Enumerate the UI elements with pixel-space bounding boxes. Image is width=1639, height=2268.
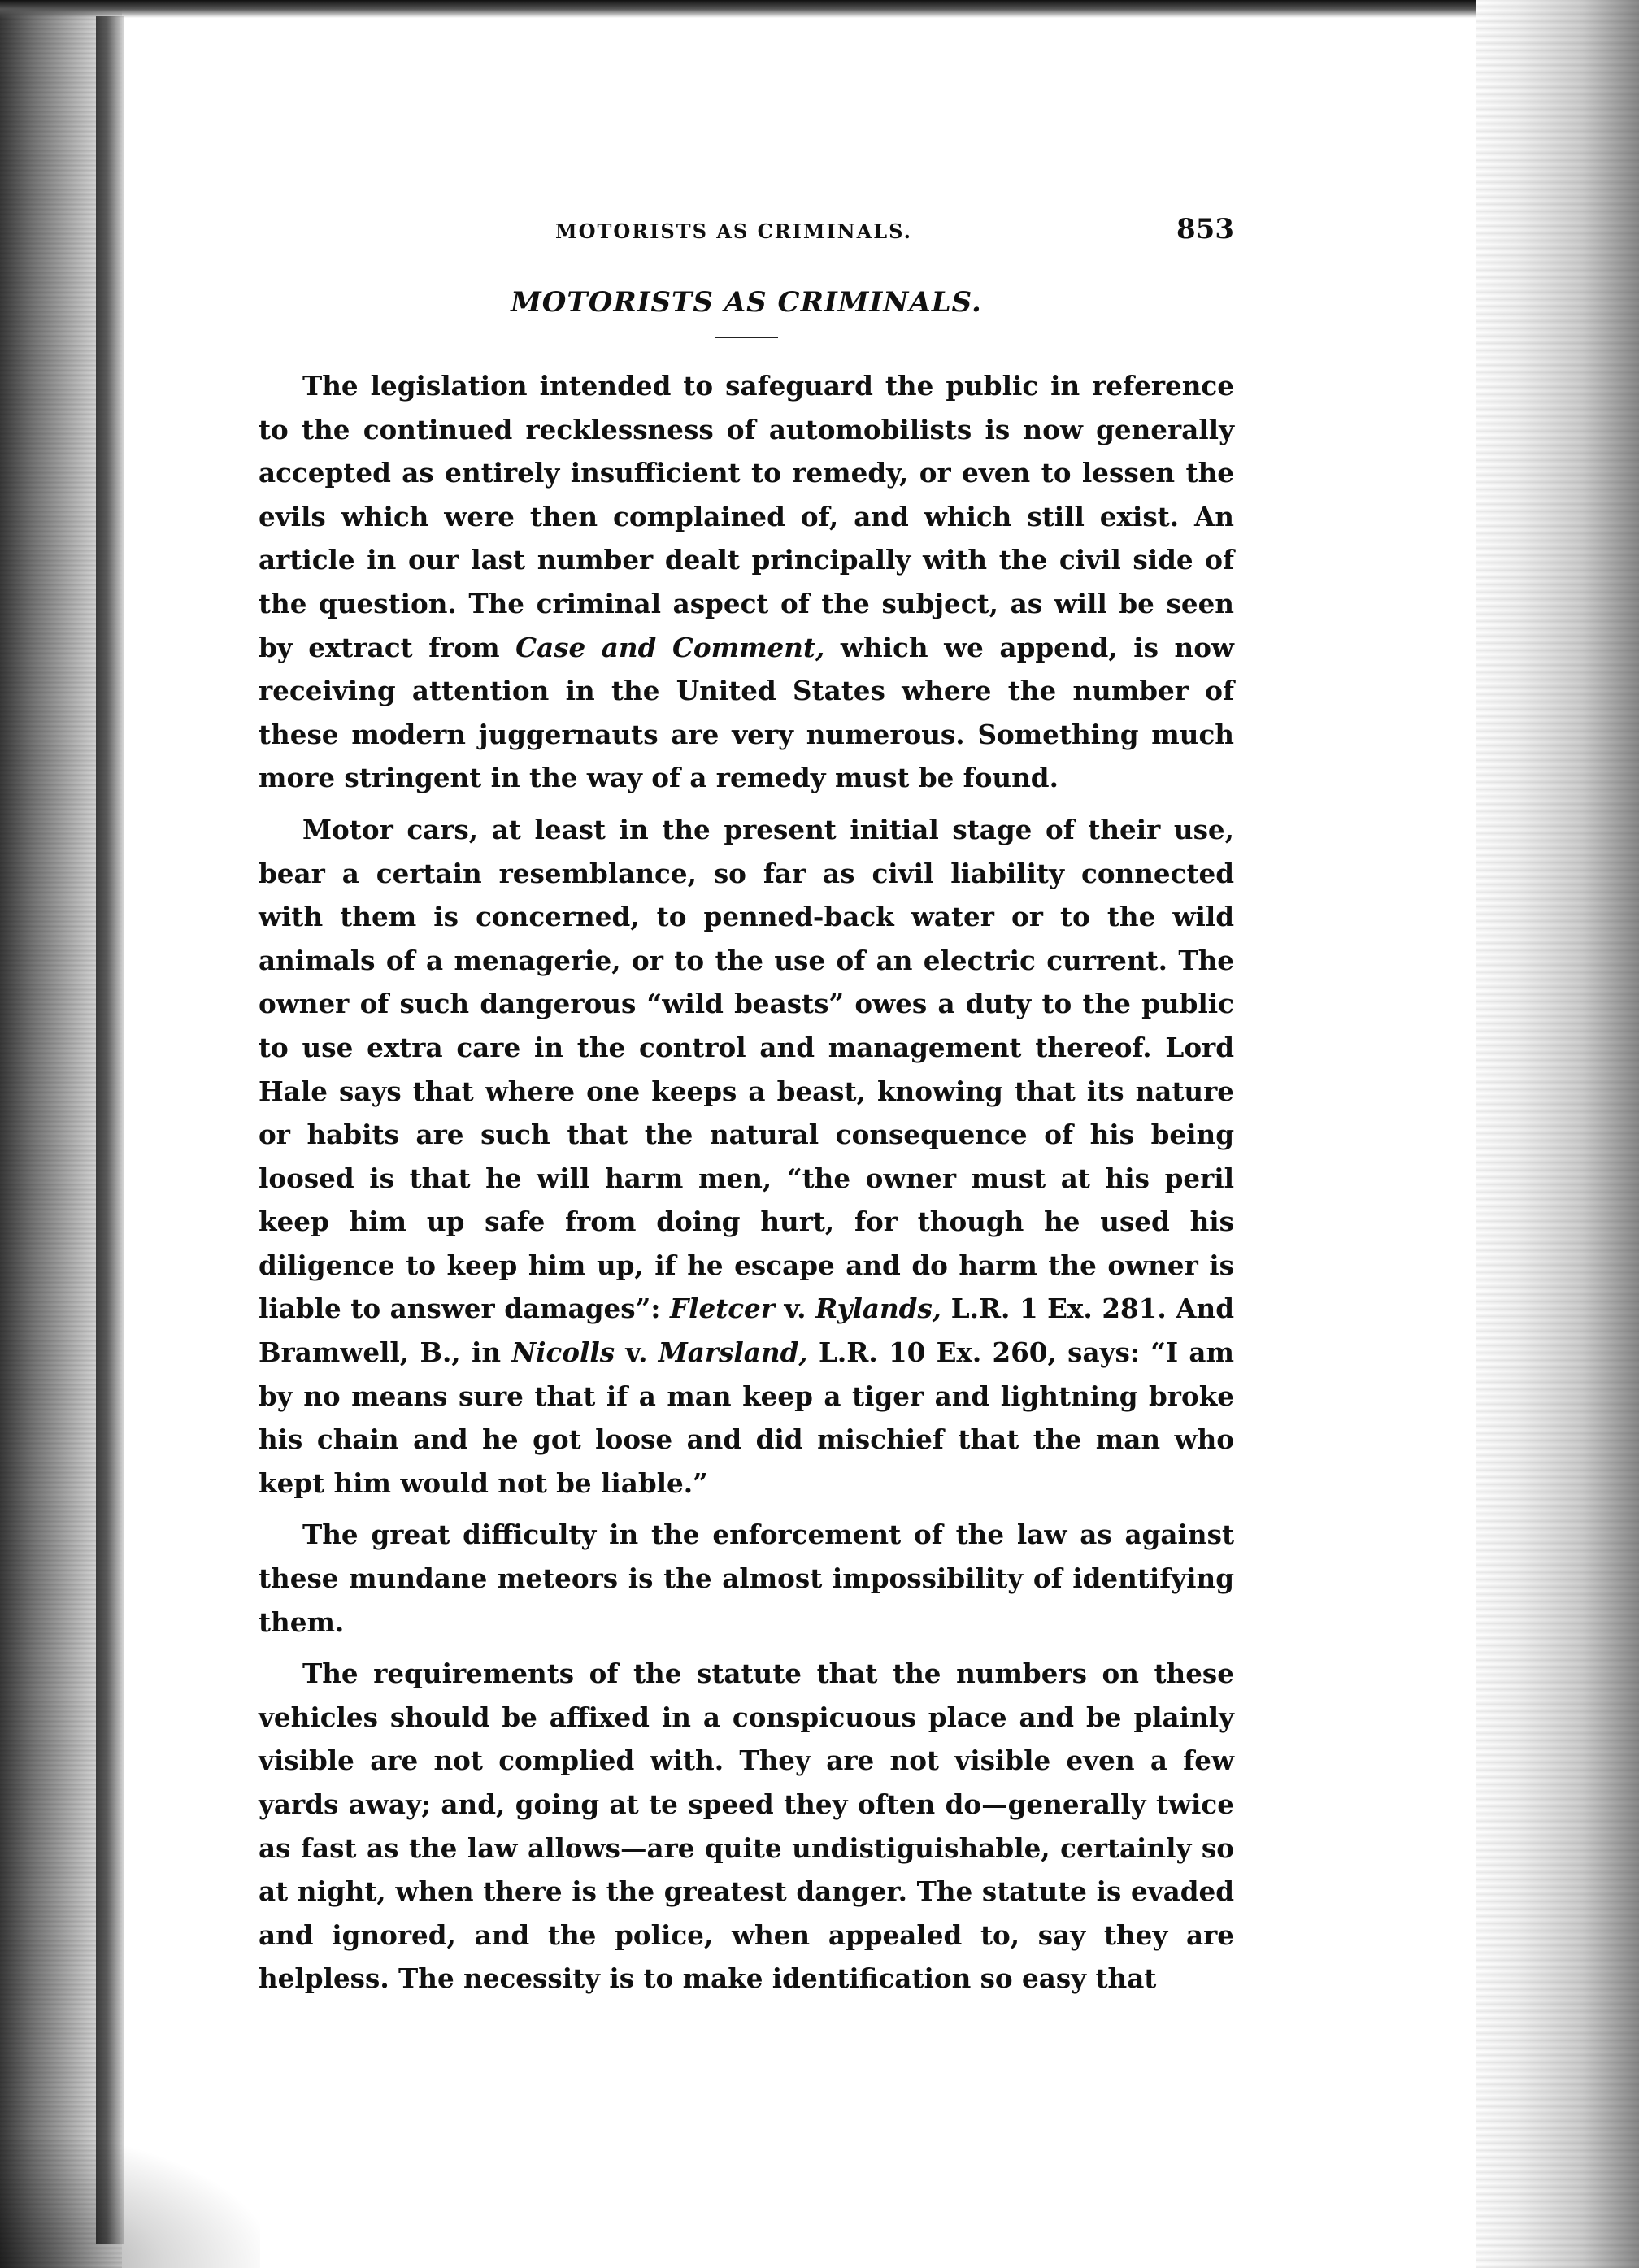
paragraph-2-case-rylands: Rylands, (815, 1293, 942, 1325)
paragraph-2-case-marsland: Marsland, (658, 1336, 808, 1369)
paragraph-2-case-nicolls: Nicolls (511, 1336, 615, 1369)
paragraph-2 (259, 808, 1234, 1505)
paragraph-2-case-fletcer: Fletcer (669, 1293, 775, 1325)
paragraph-1-citation-case-and-comment: Case and Comment, (515, 631, 825, 663)
scan-corner-shadow (0, 2138, 260, 2268)
paragraph-3: The great difficulty in the enforcement of the law as against these mundane meteors is the almost impossibility of identifying them. (259, 1519, 1234, 1638)
paragraph-1 (259, 364, 1234, 800)
paragraph-2-text-e: L.R. 1 Ex. 281. And Bramwell, B., in (259, 1293, 1234, 1369)
title-divider (715, 337, 778, 338)
article-title: MOTORISTS AS CRIMINALS. (511, 286, 982, 319)
scan-binding-shadow (96, 16, 124, 2244)
running-head-title: MOTORISTS AS CRIMINALS. (555, 219, 912, 243)
paragraph-2-text-a: Motor cars, at least in the present initial stage of their use, bear a certain resemblance, so far as civil liability connected with them is concerned, to penned-back water or to the wild animals of a menagerie, or to the use of an electric current. The owner of such dangerous “wild beasts” owes a duty to the public to use extra care in the control and management thereof. Lord Hale says that where one keeps a beast, knowing that its nature or habits are such that the natural consequence of his being loosed is that he will harm men, “the owner must at his peril keep him up safe from doing hurt, for though he used his diligence to keep him up, if he escape and do harm the owner is liable to answer damages”: (259, 813, 1234, 1325)
paragraph-1-text-c: which we append, is now receiving attention in the United States where the number of these modern juggernauts are very numerous. Something much more stringent in the way of a remedy must be found. (259, 631, 1234, 794)
book-page (259, 213, 1234, 2009)
paragraph-2-text-g: v. (615, 1336, 659, 1369)
scan-edge-right (1476, 0, 1639, 2268)
paragraph-2-text-i: L.R. 10 Ex. 260, says: “I am by no means sure that if a man keep a tiger and lightning broke his chain and he got loose and did mischief that the man who kept him would not be liable.” (259, 1336, 1235, 1499)
page-number: 853 (1176, 213, 1234, 245)
running-head (259, 213, 1234, 262)
paragraph-1-text-a: The legislation intended to safeguard the public in reference to the continued recklessness of automobilists is now generally accepted as entirely insufficient to remedy, or even to lessen the evils which were then complained of, and which still exist. An article in our last number dealt principally with the civil side of the question. The criminal aspect of the subject, as will be seen by extract from (259, 370, 1234, 663)
paragraph-4: The requirements of the statute that the numbers on these vehicles should be affixed in a conspicuous place and be plainly visible are not complied with. They are not visible even a few yards away; and, going at te speed they often do—generally twice as fast as the law allows—are quite undistiguishable, certainly so at night, when there is the greatest danger. The statute is evaded and ignored, and the police, when appealed to, say they are helpless. The necessity is to make identification so easy that (259, 1658, 1234, 1995)
scan-edge-top (0, 0, 1639, 18)
paragraph-2-text-c: v. (774, 1293, 816, 1325)
